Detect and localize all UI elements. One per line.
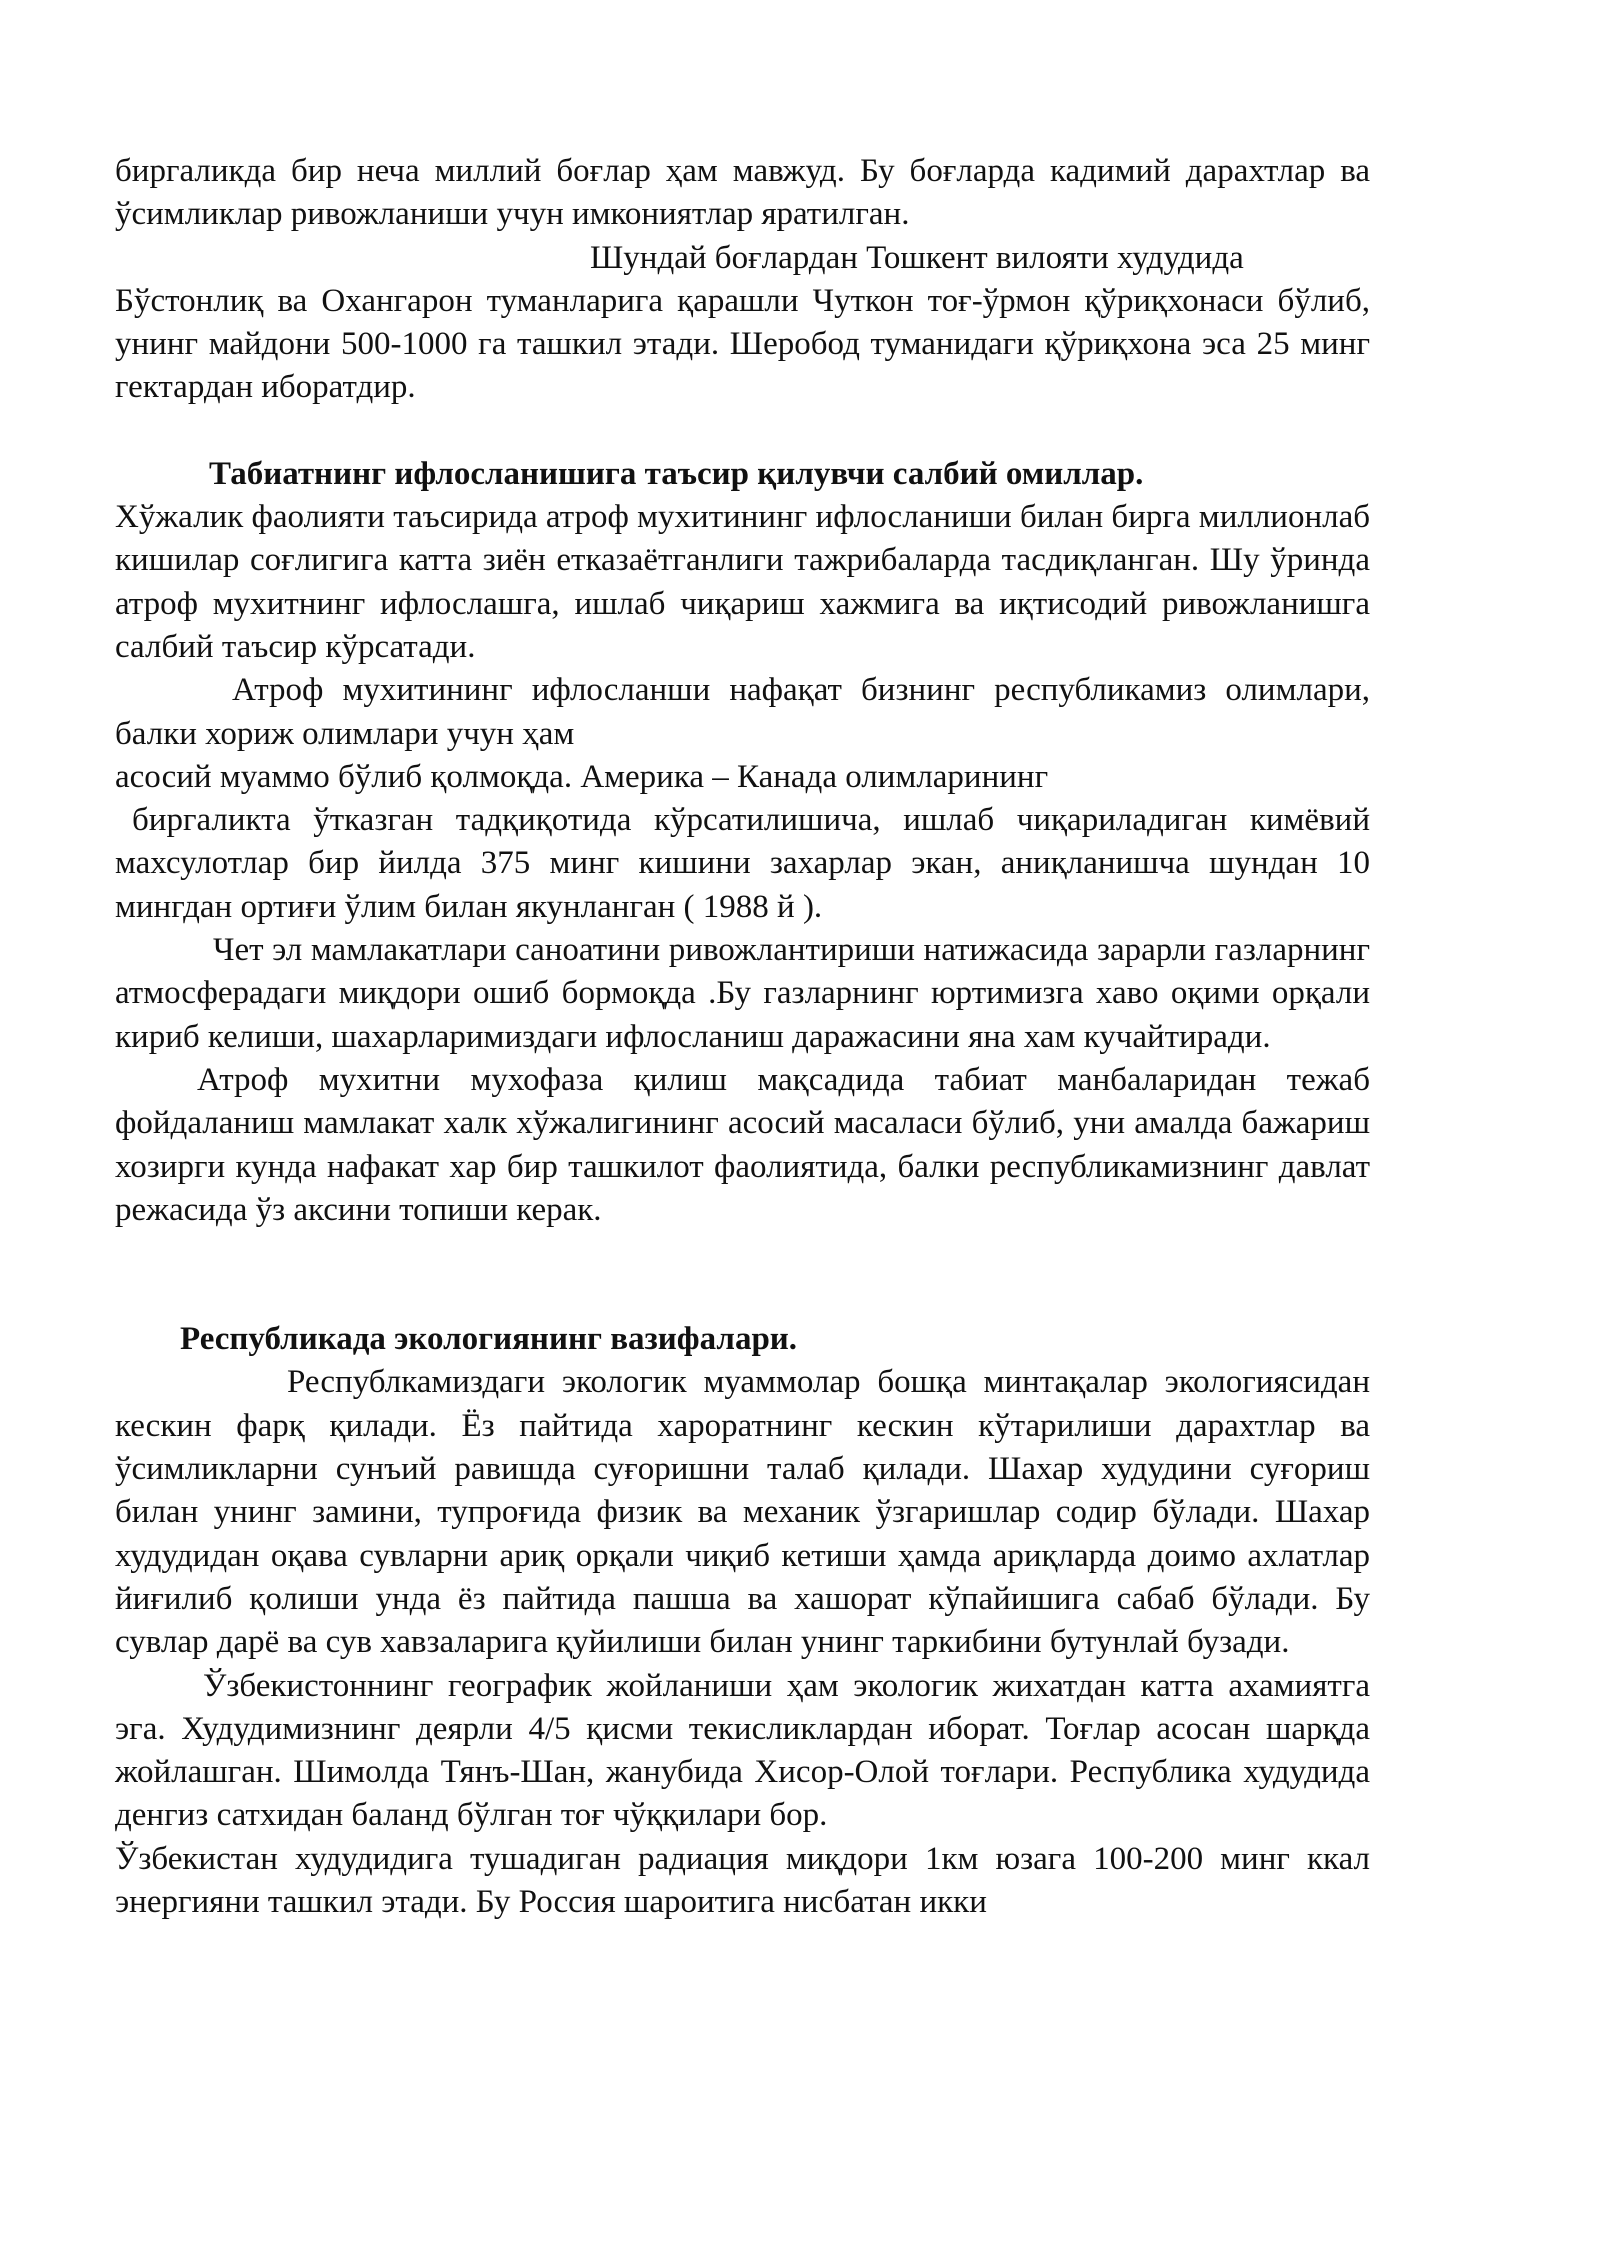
section-heading-ecology-tasks: Республикада экологиянинг вазифалари. [180, 1321, 798, 1358]
paragraph-scientists-part1: Атроф мухитининг ифлосланши нафақат бизнинг республикамиз олимлари, балки хориж олимлари учун ҳам [115, 672, 1370, 752]
paragraph-national-gardens: биргаликда бир неча миллий боғлар ҳам мавжуд. Бу боғларда кадимий дарахтлар ва ўсимликлар ривожланиши учун имкониятлар яратилган. [115, 153, 1370, 233]
paragraph-reserves-first-line: Шундай боғлардан Тошкент вилояти худудида [590, 239, 1244, 276]
paragraph-scientists-part3: биргаликта ўтказган тадқиқотида кўрсатилишича, ишлаб чиқариладиган кимёвий махсулотлар бир йилда 375 минг кишини захарлар экан, аниқланишча шундан 10 мингдан ортиғи ўлим билан якунланган ( 1988 й ). [115, 802, 1370, 925]
paragraph-radiation: Ўзбекистан худудидига тушадиган радиация миқдори 1км юзага 100-200 минг ккал энергияни ташкил этади. Бу Россия шароитига нисбатан икки [115, 1840, 1370, 1920]
paragraph-harmful-gases: Чет эл мамлакатлари саноатини ривожлантириши натижасида зарарли газларнинг атмосферадаги миқдори ошиб бормоқда .Бу газларнинг юртимизга хаво оқими орқали кириб келиши, шахарларимиздаги ифлосланиш даражасини яна хам кучайтиради. [115, 932, 1370, 1055]
paragraph-environment-protection: Атроф мухитни мухофаза қилиш мақсадида табиат манбаларидан тежаб фойдаланиш мамлакат халк хўжалигининг асосий масаласи бўлиб, уни амалда бажариш хозирги кунда нафакат хар бир ташкилот фаолиятида, балки республикамизнинг давлат режасида ўз аксини топиши керак. [115, 1061, 1370, 1228]
blank-lines [115, 1232, 1370, 1318]
paragraph-reserves [115, 237, 1370, 410]
paragraph-scientists-part2: асосий муаммо бўлиб қолмоқда. Америка – Канада олимларининг [115, 758, 1049, 795]
paragraph-geography: Ўзбекистоннинг географик жойланиши ҳам экологик жихатдан катта ахамиятга эга. Худудимизнинг деярли 4/5 қисми текисликлардан иборат. Тоғлар асосан шарқда жойлашган. Шимолда Тянъ-Шан, жанубида Хисор-Олой тоғлари. Республика худудида денгиз сатхидан баланд бўлган тоғ чўққилари бор. [115, 1667, 1370, 1834]
document-page [115, 150, 1370, 1924]
paragraph-reserves-body: Бўстонлиқ ва Охангарон туманларига қарашли Чуткон тоғ-ўрмон қўриқхонаси бўлиб, унинг майдони 500-1000 га ташкил этади. Шеробод туманидаги қўриқхона эса 25 минг гектардан иборатдир. [115, 282, 1370, 406]
paragraph-economic-activity: Хўжалик фаолияти таъсирида атроф мухитининг ифлосланиши билан бирга миллионлаб кишилар соғлигига катта зиён етказаётганлиги тажрибаларда тасдиқланган. Шу ўринда атроф мухитнинг ифлослашга, ишлаб чиқариш хажмига ва иқтисодий ривожланишга салбий таъсир кўрсатади. [115, 499, 1371, 665]
blank-line [115, 410, 1370, 453]
paragraph-ecological-problems: Республкамиздаги экологик муаммолар бошқа минтақалар экологиясидан кескин фарқ қилади. Ёз пайтида хароратнинг кескин кўтарилиши дарахтлар ва ўсимликларни сунъий равишда суғоришни талаб қилади. Шахар худудини суғориш билан унинг замини, тупроғида физик ва механик ўзгаришлар содир бўлади. Шахар худудидан оқава сувларни ариқ орқали чиқиб кетиши ҳамда ариқларда доимо ахлатлар йиғилиб қолиши унда ёз пайтида пашша ва хашорат кўпайишига сабаб бўлади. Бу сувлар дарё ва сув хавзаларига қуйилиши билан унинг таркибини бутунлай бузади. [115, 1364, 1370, 1661]
section-heading-pollution-factors: Табиатнинг ифлосланишига таъсир қилувчи салбий омиллар. [209, 455, 1144, 492]
